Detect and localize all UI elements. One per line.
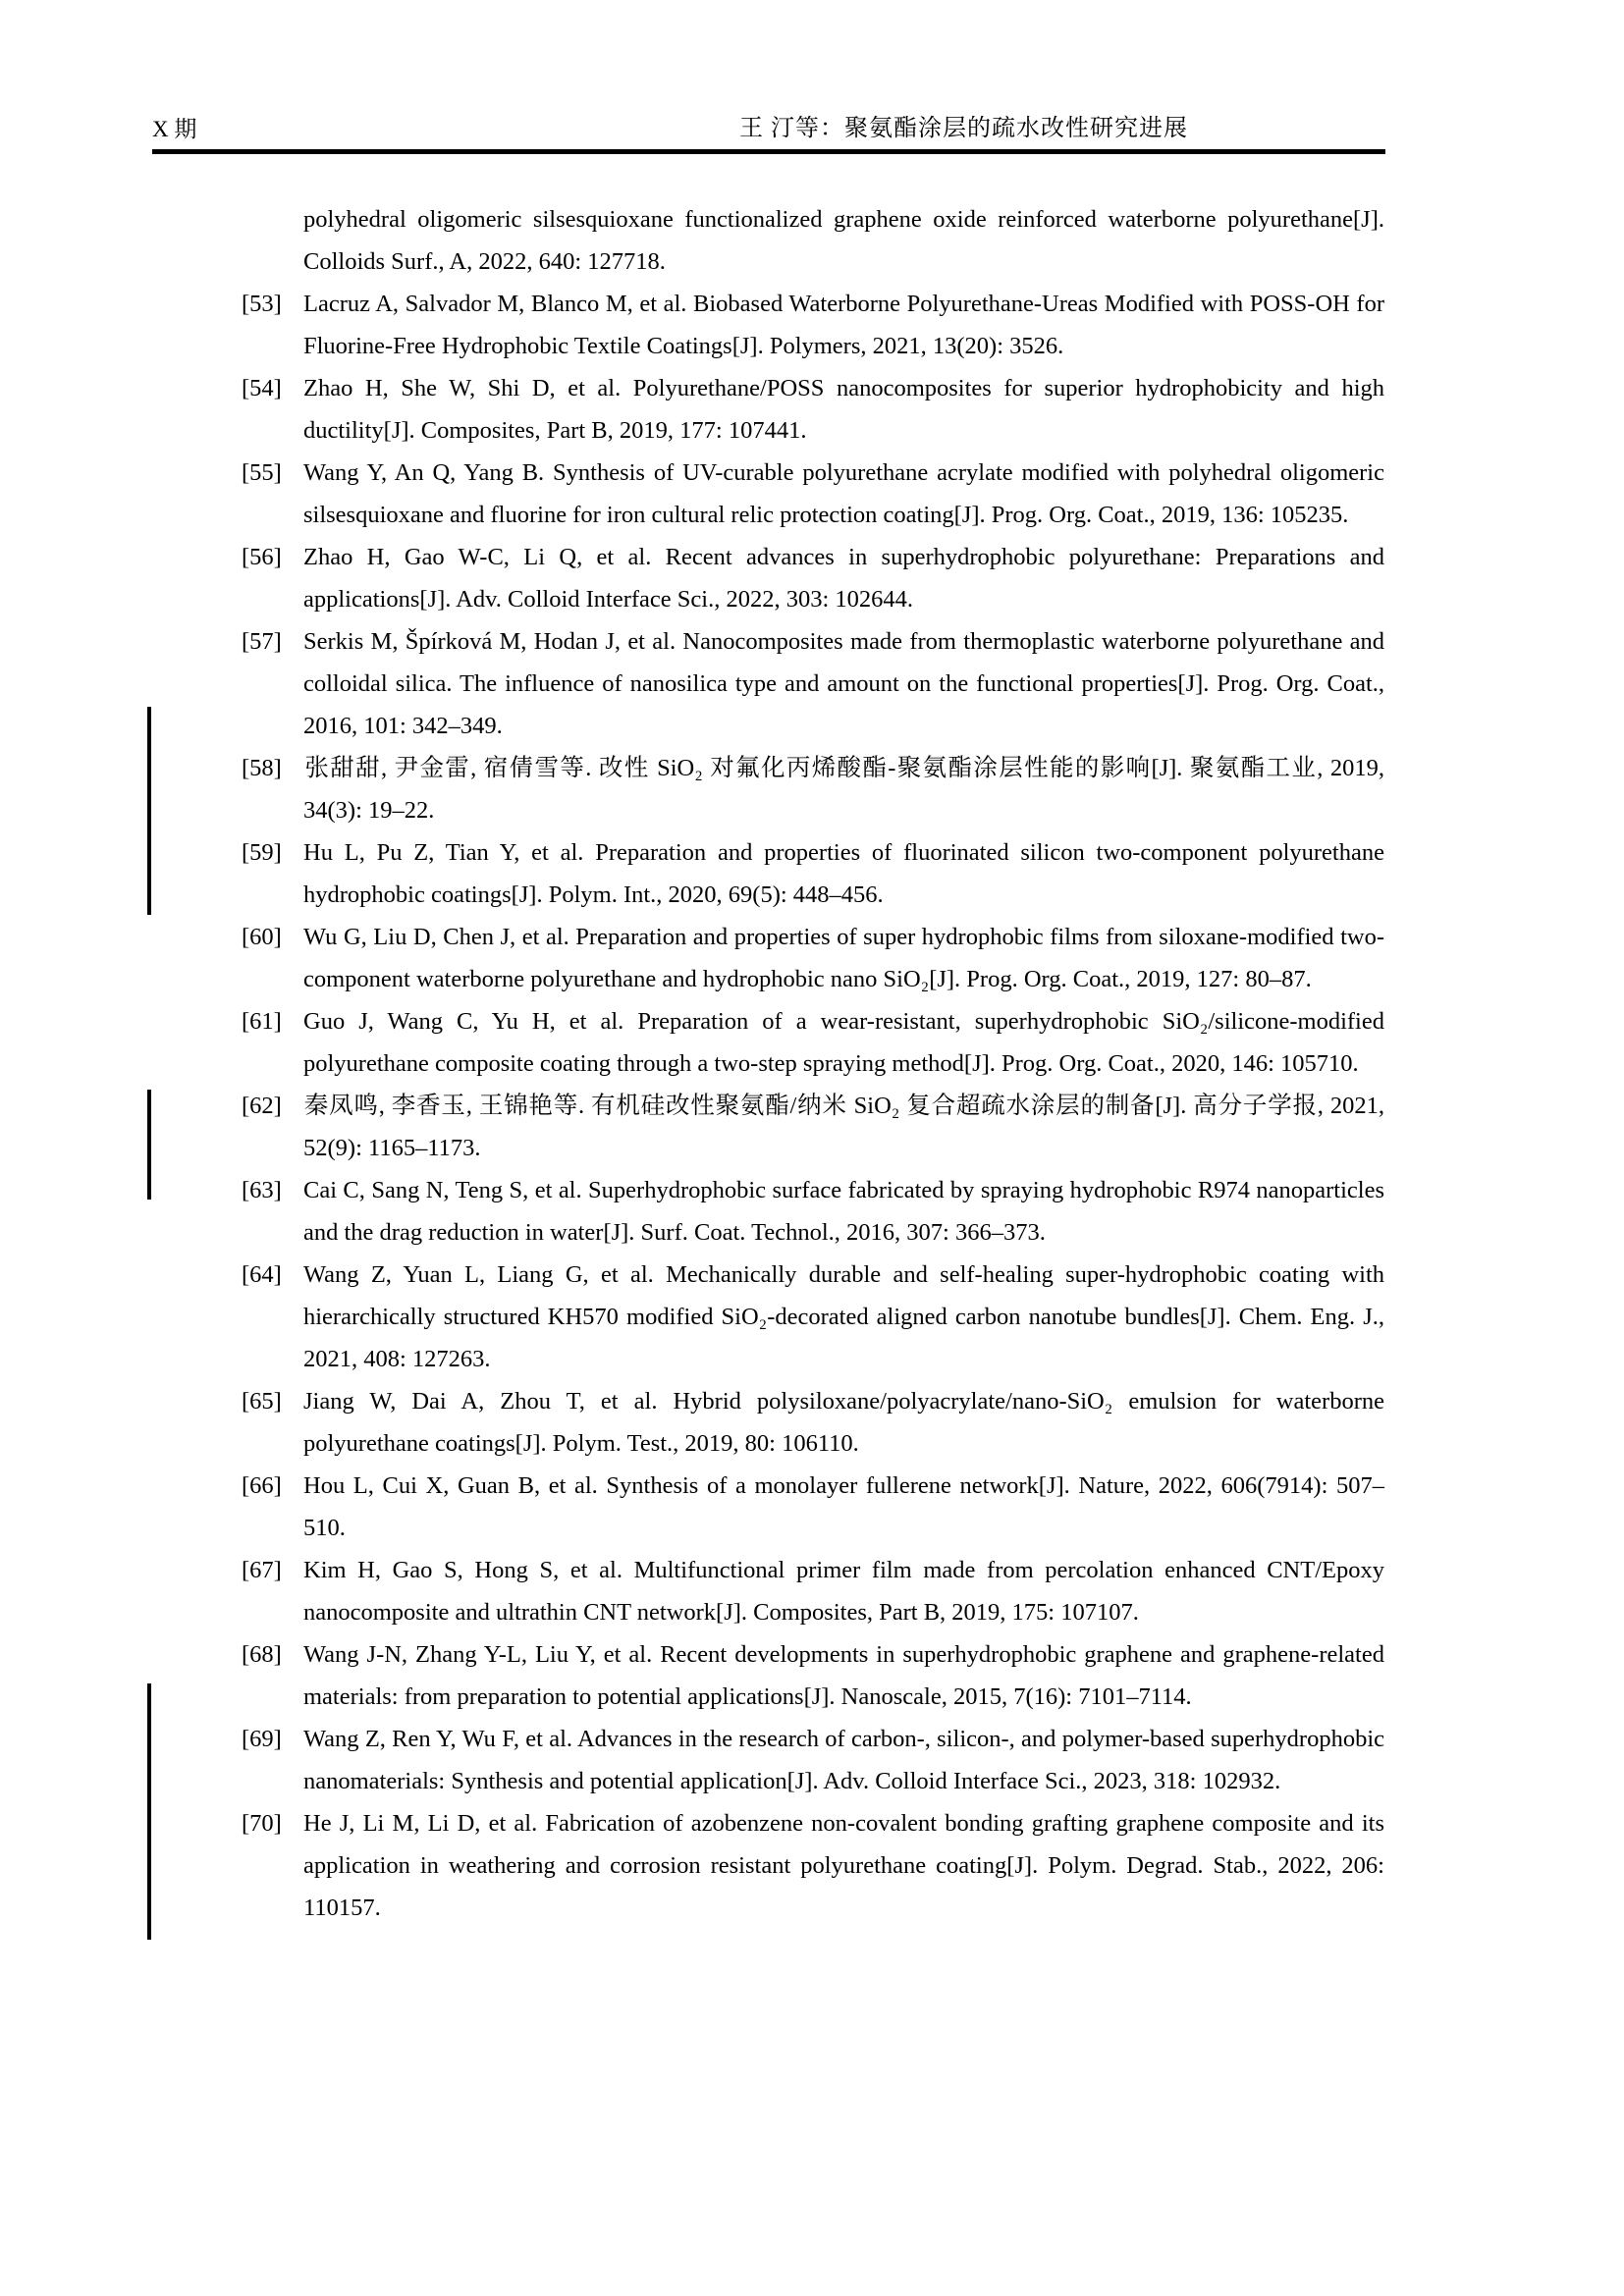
reference-number: [66] xyxy=(242,1472,282,1499)
reference-number: [60] xyxy=(242,924,282,950)
reference-text: 张甜甜, 尹金雷, 宿倩雪等. 改性 SiO₂ 对氟化丙烯酸酯-聚氨酯涂层性能的影响[J]. 聚氨酯工业, 2019, 34(3): 19–22. xyxy=(303,755,1384,824)
reference-text: Hou L, Cui X, Guan B, et al. Synthesis of a monolayer fullerene network[J]. Nature, 2022, 606(7914): 507–510. xyxy=(303,1472,1384,1541)
reference-text: Guo J, Wang C, Yu H, et al. Preparation of a wear-resistant, superhydrophobic SiO₂/silicone-modified polyurethane composite coating through a two-step spraying method[J]. Prog. Org. Coat., 2020, 146: 105710. xyxy=(303,1008,1384,1077)
reference-entry xyxy=(242,1085,1384,1169)
reference-entry xyxy=(242,1465,1384,1549)
change-bar xyxy=(147,1090,151,1200)
reference-text: Jiang W, Dai A, Zhou T, et al. Hybrid polysiloxane/polyacrylate/nano-SiO₂ emulsion for waterborne polyurethane coatings[J]. Polym. Test., 2019, 80: 106110. xyxy=(303,1388,1384,1457)
reference-number: [69] xyxy=(242,1726,282,1752)
reference-number: [65] xyxy=(242,1388,282,1415)
reference-entry xyxy=(242,1254,1384,1380)
reference-number: [54] xyxy=(242,375,282,401)
reference-text: Hu L, Pu Z, Tian Y, et al. Preparation and properties of fluorinated silicon two-component polyurethane hydrophobic coatings[J]. Polym. Int., 2020, 69(5): 448–456. xyxy=(303,839,1384,908)
reference-entry xyxy=(242,1633,1384,1718)
reference-number: [70] xyxy=(242,1810,282,1837)
reference-text: 秦凤鸣, 李香玉, 王锦艳等. 有机硅改性聚氨酯/纳米 SiO₂ 复合超疏水涂层的制备[J]. 高分子学报, 2021, 52(9): 1165–1173. xyxy=(303,1093,1384,1161)
reference-text: Zhao H, Gao W-C, Li Q, et al. Recent advances in superhydrophobic polyurethane: Preparations and applications[J]. Adv. Colloid Interface Sci., 2022, 303: 102644. xyxy=(303,544,1384,613)
reference-text: Lacruz A, Salvador M, Blanco M, et al. Biobased Waterborne Polyurethane-Ureas Modified with POSS-OH for Fluorine-Free Hydrophobic Textile Coatings[J]. Polymers, 2021, 13(20): 3526. xyxy=(303,291,1384,359)
reference-entry xyxy=(242,452,1384,536)
reference-text: polyhedral oligomeric silsesquioxane functionalized graphene oxide reinforced waterborne polyurethane[J]. Colloids Surf., A, 2022, 640: 127718. xyxy=(303,206,1384,275)
reference-text: Kim H, Gao S, Hong S, et al. Multifunctional primer film made from percolation enhanced CNT/Epoxy nanocomposite and ultrathin CNT network[J]. Composites, Part B, 2019, 175: 107107. xyxy=(303,1557,1384,1626)
reference-number: [57] xyxy=(242,628,282,655)
reference-text: Zhao H, She W, Shi D, et al. Polyurethane/POSS nanocomposites for superior hydrophobicity and high ductility[J]. Composites, Part B, 2019, 177: 107441. xyxy=(303,375,1384,444)
reference-list xyxy=(242,198,1384,1929)
reference-entry xyxy=(242,1718,1384,1802)
reference-text: Wang J-N, Zhang Y-L, Liu Y, et al. Recent developments in superhydrophobic graphene and graphene-related materials: from preparation to potential applications[J]. Nanoscale, 2015, 7(16): 7101–7114. xyxy=(303,1641,1384,1710)
reference-text: Wu G, Liu D, Chen J, et al. Preparation and properties of super hydrophobic films from siloxane-modified two-component waterborne polyurethane and hydrophobic nano SiO₂[J]. Prog. Org. Coat., 2019, 127: 80–87. xyxy=(303,924,1384,992)
issue-label: X 期 xyxy=(152,117,197,141)
header-rule xyxy=(152,149,1385,154)
running-title: 王 汀等：聚氨酯涂层的疏水改性研究进展 xyxy=(739,116,1188,141)
reference-number: [55] xyxy=(242,459,282,486)
reference-text: Cai C, Sang N, Teng S, et al. Superhydrophobic surface fabricated by spraying hydrophobic R974 nanoparticles and the drag reduction in water[J]. Surf. Coat. Technol., 2016, 307: 366–373. xyxy=(303,1177,1384,1246)
change-bar xyxy=(147,1683,151,1940)
change-bar xyxy=(147,707,151,915)
reference-entry xyxy=(242,1169,1384,1254)
reference-entry xyxy=(242,1802,1384,1929)
reference-entry xyxy=(242,367,1384,452)
reference-entry xyxy=(242,747,1384,831)
reference-entry xyxy=(242,198,1384,283)
reference-entry xyxy=(242,916,1384,1000)
reference-number: [62] xyxy=(242,1093,282,1119)
reference-entry xyxy=(242,831,1384,916)
reference-entry xyxy=(242,536,1384,620)
reference-entry xyxy=(242,620,1384,747)
reference-number: [56] xyxy=(242,544,282,570)
reference-number: [67] xyxy=(242,1557,282,1583)
reference-entry xyxy=(242,1549,1384,1633)
reference-entry xyxy=(242,283,1384,367)
reference-entry xyxy=(242,1000,1384,1085)
reference-entry xyxy=(242,1380,1384,1465)
reference-number: [61] xyxy=(242,1008,282,1035)
reference-number: [58] xyxy=(242,755,282,781)
reference-number: [68] xyxy=(242,1641,282,1668)
reference-text: Wang Z, Yuan L, Liang G, et al. Mechanically durable and self-healing super-hydrophobic coating with hierarchically structured KH570 modified SiO₂-decorated aligned carbon nanotube bundles[J]. Chem. Eng. J., 2021, 408: 127263. xyxy=(303,1261,1384,1372)
reference-text: Serkis M, Špírková M, Hodan J, et al. Nanocomposites made from thermoplastic waterborne polyurethane and colloidal silica. The influence of nanosilica type and amount on the functional properties[J]. Prog. Org. Coat., 2016, 101: 342–349. xyxy=(303,628,1384,739)
reference-number: [63] xyxy=(242,1177,282,1203)
reference-number: [59] xyxy=(242,839,282,866)
reference-text: He J, Li M, Li D, et al. Fabrication of azobenzene non-covalent bonding grafting graphene composite and its application in weathering and corrosion resistant polyurethane coating[J]. Polym. Degrad. Stab., 2022, 206: 110157. xyxy=(303,1810,1384,1921)
reference-number: [53] xyxy=(242,291,282,317)
reference-text: Wang Z, Ren Y, Wu F, et al. Advances in the research of carbon-, silicon-, and polymer-based superhydrophobic nanomaterials: Synthesis and potential application[J]. Adv. Colloid Interface Sci., 2023, 318: 102932. xyxy=(303,1726,1384,1794)
reference-number: [64] xyxy=(242,1261,282,1288)
reference-text: Wang Y, An Q, Yang B. Synthesis of UV-curable polyurethane acrylate modified with polyhedral oligomeric silsesquioxane and fluorine for iron cultural relic protection coating[J]. Prog. Org. Coat., 2019, 136: 105235. xyxy=(303,459,1384,528)
